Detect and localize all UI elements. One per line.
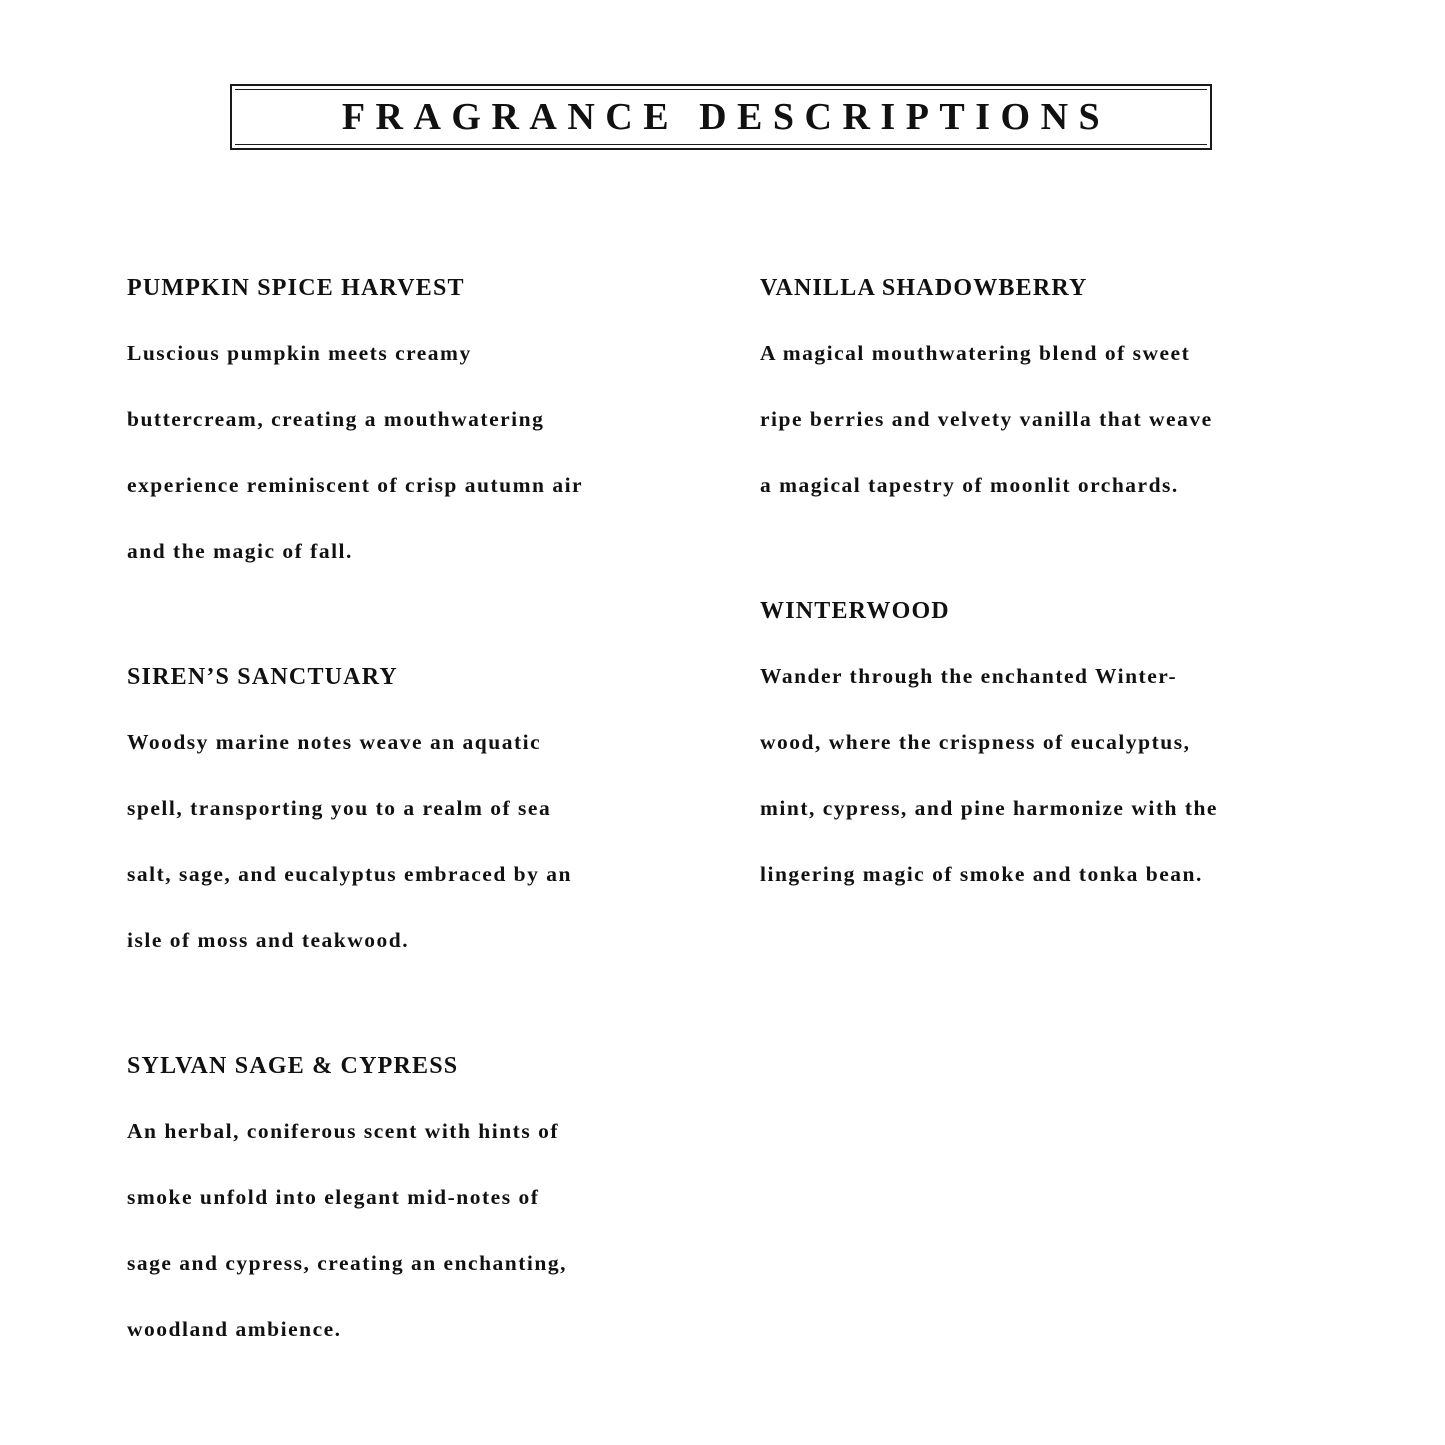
description-line: spell, transporting you to a realm of sea (127, 796, 552, 820)
fragrance-entry (127, 659, 707, 958)
description-line: ripe berries and velvety vanilla that weave (760, 407, 1213, 431)
description-line: experience reminiscent of crisp autumn air (127, 473, 584, 497)
description-line: buttercream, creating a mouthwatering (127, 407, 545, 431)
description-line: mint, cypress, and pine harmonize with the (760, 796, 1218, 820)
fragrance-name: SIREN’S SANCTUARY (127, 664, 398, 690)
page-title: FRAGRANCE DESCRIPTIONS (341, 96, 1111, 138)
description-line: Wander through the enchanted Winter- (760, 664, 1178, 688)
fragrance-name: SYLVAN SAGE & CYPRESS (127, 1053, 459, 1079)
description-line: Luscious pumpkin meets creamy (127, 341, 472, 365)
description-line: isle of moss and teakwood. (127, 928, 410, 952)
fragrance-entry (127, 1048, 707, 1347)
description-line: Woodsy marine notes weave an aquatic (127, 730, 542, 754)
description-line: smoke unfold into elegant mid-notes of (127, 1185, 540, 1209)
fragrance-description (127, 724, 707, 958)
description-line: An herbal, coniferous scent with hints of (127, 1119, 559, 1143)
fragrance-name: VANILLA SHADOWBERRY (760, 275, 1088, 301)
description-line: lingering magic of smoke and tonka bean. (760, 862, 1203, 886)
title-frame (230, 84, 1212, 150)
fragrance-description (127, 335, 707, 569)
description-line: wood, where the crispness of eucalyptus, (760, 730, 1191, 754)
description-line: a magical tapestry of moonlit orchards. (760, 473, 1179, 497)
fragrance-name: WINTERWOOD (760, 598, 950, 624)
fragrance-entry (760, 593, 1350, 892)
fragrance-description (760, 658, 1350, 892)
fragrance-description (127, 1113, 707, 1347)
fragrance-entry (127, 270, 707, 569)
fragrance-description (760, 335, 1350, 503)
right-column (760, 270, 1350, 892)
fragrance-entry (760, 270, 1350, 503)
description-line: woodland ambience. (127, 1317, 342, 1341)
description-line: and the magic of fall. (127, 539, 353, 563)
left-column (127, 270, 707, 1347)
description-line: A magical mouthwatering blend of sweet (760, 341, 1191, 365)
fragrance-name: PUMPKIN SPICE HARVEST (127, 275, 465, 301)
description-line: sage and cypress, creating an enchanting, (127, 1251, 567, 1275)
description-line: salt, sage, and eucalyptus embraced by an (127, 862, 572, 886)
